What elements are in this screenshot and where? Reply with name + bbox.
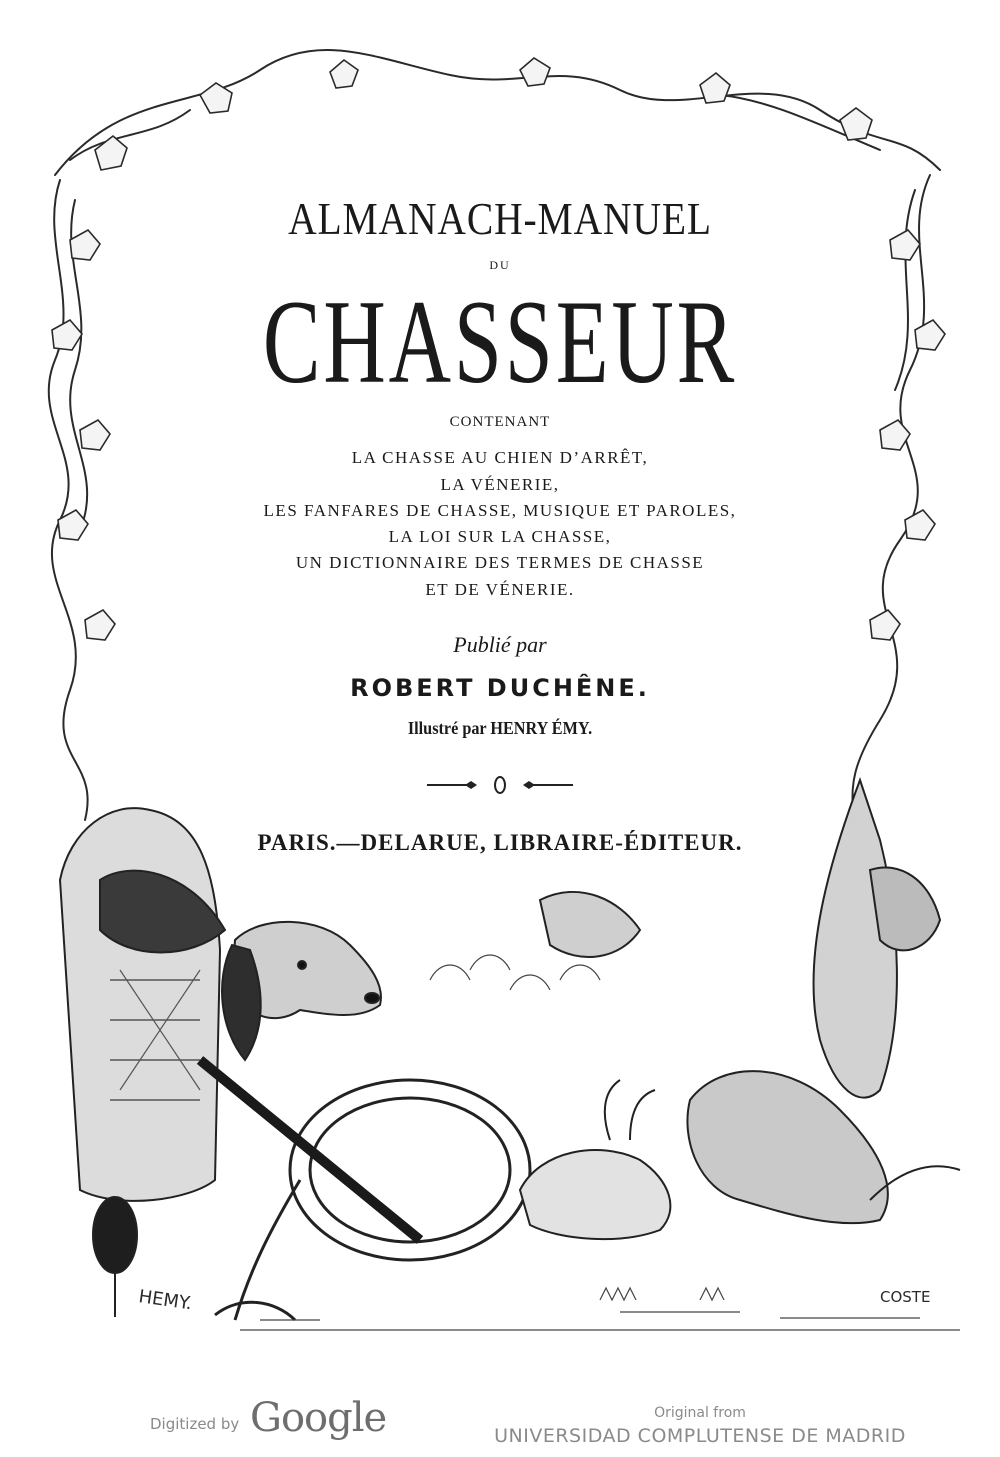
contents-line: LA VÉNERIE,: [440, 475, 560, 494]
heading-du: DU: [489, 258, 511, 272]
original-institution: UNIVERSIDAD COMPLUTENSE DE MADRID: [494, 1425, 906, 1447]
digitized-brand: Google: [250, 1395, 387, 1441]
publisher-imprint: PARIS.—DELARUE, LIBRAIRE-ÉDITEUR.: [257, 830, 743, 855]
signature-right: COSTE: [880, 1288, 931, 1306]
signature-left: HEMY.: [137, 1286, 194, 1315]
contents-line: LA CHASSE AU CHIEN D’ARRÊT,: [351, 448, 649, 467]
original-label: Original from: [654, 1405, 746, 1421]
heading-main: CHASSEUR: [262, 275, 738, 408]
divider-ornament-icon: [425, 774, 575, 796]
digitized-watermark: [150, 1395, 400, 1455]
contents-line: LA LOI SUR LA CHASSE,: [388, 527, 612, 546]
published-by: Publié par: [453, 632, 547, 657]
contents-line: ET DE VÉNERIE.: [425, 580, 575, 599]
origin-watermark: [470, 1405, 930, 1455]
illustrator-credit: Illustré par HENRY ÉMY.: [407, 718, 593, 738]
contents-line: LES FANFARES DE CHASSE, MUSIQUE ET PAROLES,: [263, 501, 737, 520]
author-name: ROBERT DUCHÊNE.: [350, 674, 650, 702]
digitized-label: Digitized by: [150, 1415, 240, 1433]
contents-line: UN DICTIONNAIRE DES TERMES DE CHASSE: [295, 553, 705, 572]
heading-top: ALMANACH-MANUEL: [288, 193, 712, 244]
contents-intro: CONTENANT: [449, 414, 551, 430]
